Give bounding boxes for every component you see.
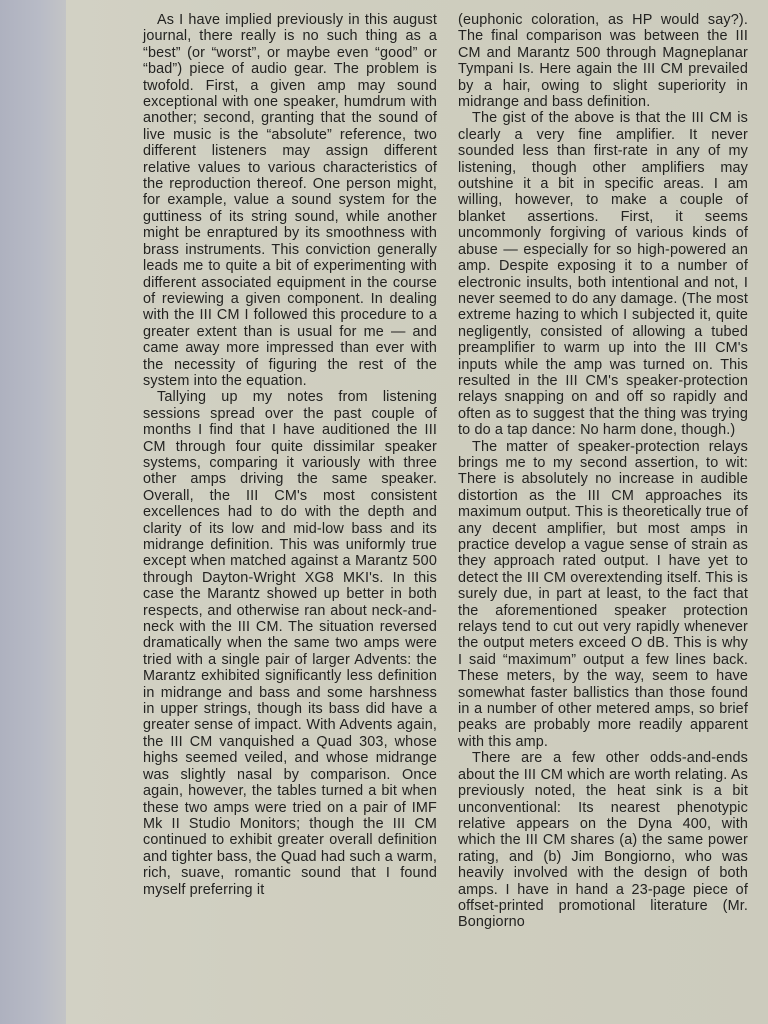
right-text-column [458, 12, 748, 931]
scan-backdrop [0, 0, 66, 1024]
paragraph-gist: The gist of the above is that the III CM is clearly a very fine amplifier. It never sounded less than first-rate in any of my listening, though other amplifiers may outshine it a bit in specific areas. I am willing, however, to make a couple of blanket assertions. First, it seems uncommonly forgiving of various kinds of abuse — especially for so high-powered an amp. Despite exposing it to a number of electronic insults, both intentional and not, I never seemed to do any damage. (The most extreme hazing to which I subjected it, quite negligently, consisted of allowing a tubed preamplifier to warm up into the III CM's inputs while the amp was turned on. This resulted in the III CM's speaker-protection relays snapping on and off so rapidly and often as to suggest that the thing was trying to do a tap dance: No harm done, though.) [458, 110, 748, 439]
paragraph-intro: As I have implied previously in this august journal, there really is no such thing as a “best” (or “worst”, or maybe even “good” or “bad”) piece of audio gear. The problem is twofold. First, a given amp may sound exceptional with one speaker, humdrum with another; second, granting that the sound of live music is the “absolute” reference, two different listeners may assign different relative values to various characteristics of the reproduction thereof. One person might, for example, value a sound system for the guttiness of its string sound, while another might be enraptured by its smoothness with brass instruments. This conviction generally leads me to quite a bit of experimenting with different associated equipment in the course of reviewing a given component. In dealing with the III CM I followed this procedure to a greater extent than is usual for me — and came away more impressed than ever with the necessity of figuring the rest of the system into the equation. [143, 12, 437, 389]
paragraph-speaker-protection: The matter of speaker-protection relays brings me to my second assertion, to wit: There is absolutely no increase in audible distortion as the III CM approaches its maximum output. This is theoretically true of any decent amplifier, but most amps in practice develop a vague sense of strain as they approach rated output. I have yet to detect the III CM overextending itself. This is surely due, in part at least, to the fact that the aforementioned speaker protection relays tend to cut out very rapidly whenever the output meters exceed O dB. This is why I said “maximum” output a few lines back. These meters, by the way, seem to have somewhat faster ballistics than those found in a number of other metered amps, so brief peaks are probably more readily apparent with this amp. [458, 438, 748, 750]
paragraph-continued: (euphonic coloration, as HP would say?). The final comparison was between the III CM and Marantz 500 through Magneplanar Tympani Is. Here again the III CM prevailed by a hair, owing to slight superiority in midrange and bass definition. [458, 12, 748, 111]
paragraph-odds-and-ends: There are a few other odds-and-ends about the III CM which are worth relating. As previously noted, the heat sink is a bit unconventional: Its nearest phenotypic relative appears on the Dyna 400, with which the III CM shares (a) the same power rating, and (b) Jim Bongiorno, who was heavily involved with the design of both amps. I have in hand a 23-page piece of offset-printed promotional literature (Mr. Bongiorno [458, 750, 748, 931]
paragraph-tallying: Tallying up my notes from listening sessions spread over the past couple of months I find that I have auditioned the III CM through four quite dissimilar speaker systems, comparing it variously with three other amps driving the same speaker. Overall, the III CM's most consistent excellences had to do with the depth and clarity of its low and mid-low bass and its midrange definition. This was uniformly true except when matched against a Marantz 500 through Dayton-Wright XG8 MKI's. In this case the Marantz showed up better in both respects, and otherwise ran about neck-and-neck with the III CM. The situation reversed dramatically when the same two amps were tried with a single pair of larger Advents: the Marantz exhibited significantly less definition in midrange and bass and some harshness in upper strings, though its bass did have a greater sense of impact. With Advents again, the III CM vanquished a Quad 303, whose highs seemed veiled, and whose midrange was slightly nasal by comparison. Once again, however, the tables turned a bit when these two amps were tried on a pair of IMF Mk II Studio Monitors; though the III CM continued to exhibit greater overall definition and tighter bass, the Quad had such a warm, rich, suave, romantic sound that I found myself preferring it [143, 389, 437, 898]
left-text-column [143, 12, 437, 898]
